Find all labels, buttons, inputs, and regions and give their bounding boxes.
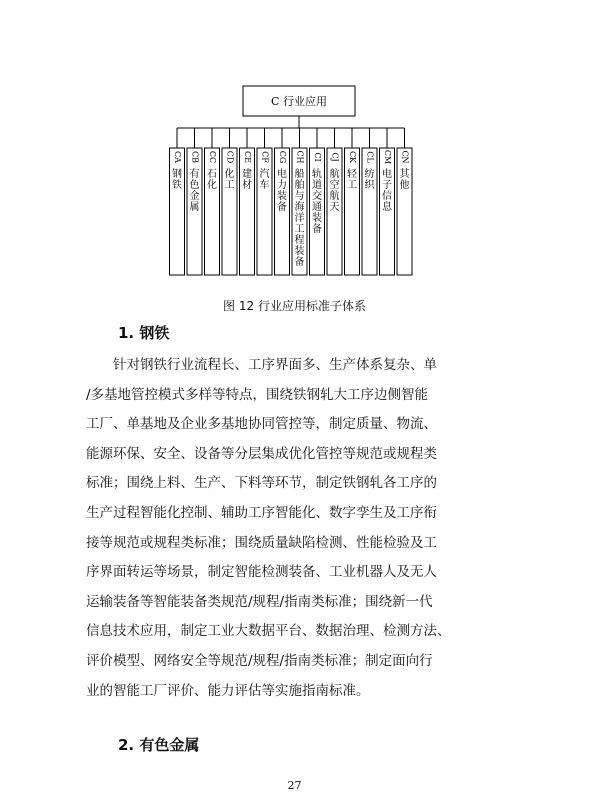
leaf-code: CD [225,150,235,164]
leaf-label: 轨道交通装备 [312,169,322,235]
leaf-code: CM [383,149,392,165]
leaf-code: CC [208,150,217,164]
leaf-node [292,148,307,275]
leaf-node [397,148,412,275]
leaf-node [345,148,360,275]
paragraph-line: 标准；围绕上料、生产、下料等环节，制定铁钢轧各工序的 [86,475,437,492]
leaf-node [187,148,202,275]
paragraph-line: 评价模型、网络安全等规范/规程/指南类标准；制定面向行 [86,652,433,669]
leaf-label: 有色金属 [189,169,200,213]
leaf-code: CA [173,151,182,163]
leaf-node [240,148,255,275]
paragraph-line: /多基地管控模式多样等特点，围绕铁钢轧大工序边侧智能 [86,386,429,403]
paragraph-line: 针对钢铁行业流程长、工序界面多、生产体系复杂、单 [113,357,437,373]
leaf-label: 航空航天 [329,169,340,213]
leaf-label: 汽车 [259,169,270,191]
page-number: 27 [287,779,302,792]
leaf-box [257,148,272,275]
leaf-box [170,148,185,275]
leaf-label: 石化 [207,169,217,191]
leaf-code: CB [190,151,200,163]
leaf-node [205,148,220,275]
paragraph-line: 序界面转运等场景，制定智能检测装备、工业机器人及无人 [86,564,437,581]
figure-caption: 图 12 行业应用标准子体系 [223,299,366,313]
paragraph-line: 能源环保、安全、设备等分层集成优化管控等规范或规程类 [86,445,437,462]
paragraph-line: 工厂、单基地及企业多基地协同管控等，制定质量、物流、 [86,416,437,433]
paragraph-line: 接等规范或规程类标准；围绕质量缺陷检测、性能检验及工 [86,534,437,551]
leaf-code: CH [295,150,305,164]
leaf-label: 船舶与海洋工程装备 [294,169,305,268]
leaf-box [362,148,377,275]
paragraph-line: 运输装备等智能装备类规范/规程/指南类标准；围绕新一代 [86,593,433,610]
leaf-box [345,148,360,275]
leaf-node [257,148,272,275]
leaf-label: 电子信息 [382,169,392,213]
leaf-node [275,148,290,275]
section-heading-steel: 1. 钢铁 [118,324,170,342]
leaf-node [170,148,185,275]
steel-paragraph [86,351,506,706]
leaf-label: 建材 [242,169,252,191]
industry-application-diagram [0,0,589,290]
leaf-box [205,148,220,275]
leaf-code: CG [278,150,287,164]
leaf-node [380,148,395,275]
paragraph-line: 业的智能工厂评价、能力评估等实施指南标准。 [86,682,370,699]
leaf-label: 钢铁 [172,169,182,191]
leaf-label: 电力装备 [277,169,287,213]
leaf-code: CL [365,151,375,163]
paragraph-line: 信息技术应用，制定工业大数据平台、数据治理、检测方法、 [86,623,451,640]
leaf-node [222,148,237,275]
leaf-code: CE [243,151,252,163]
root-node-label: C 行业应用 [271,95,327,108]
leaf-label: 纺织 [364,169,375,191]
leaf-box [240,148,255,275]
leaf-code: CI [313,152,322,162]
leaf-label: 化工 [224,169,235,191]
leaf-code: CK [348,150,357,164]
leaf-box [222,148,237,275]
paragraph-line: 生产过程智能化控制、辅助工序智能化、数字孪生及工序衔 [86,504,437,521]
leaf-node [327,148,342,275]
leaf-label: 轻工 [347,169,357,191]
leaf-code: CN [400,150,410,164]
leaf-code: CF [260,151,270,163]
leaf-node [310,148,325,275]
section-heading-nonferrous-metals: 2. 有色金属 [118,736,200,754]
leaf-box [397,148,412,275]
leaf-node [362,148,377,275]
leaf-label: 其他 [399,169,410,191]
leaf-code: CJ [330,152,340,162]
